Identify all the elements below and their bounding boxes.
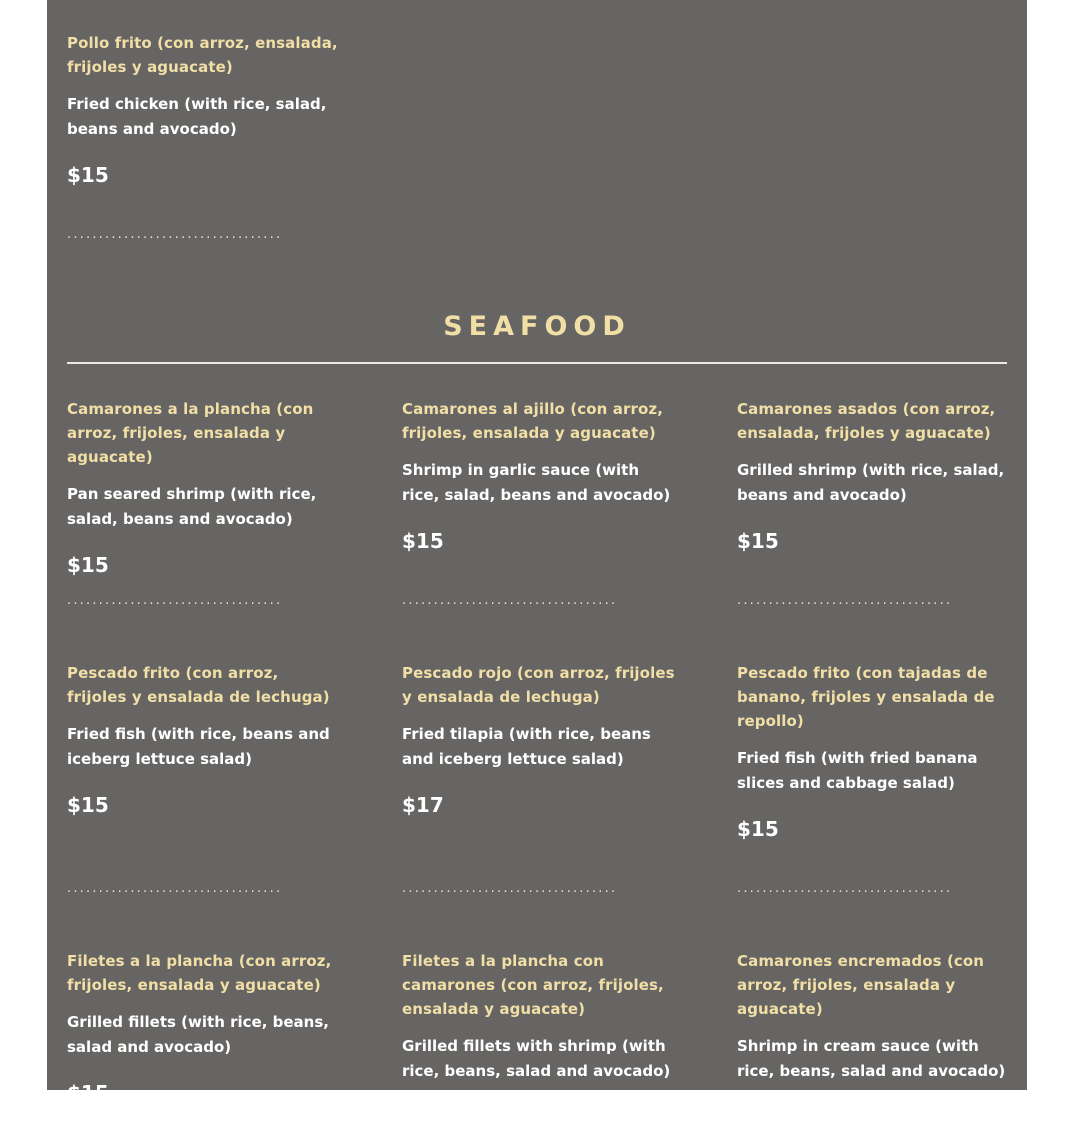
item-price: $15 — [402, 529, 444, 553]
menu-item — [402, 661, 677, 818]
item-spanish-name: Pollo frito (con arroz, ensalada, frijoles y aguacate) — [67, 34, 338, 76]
dotted-divider: .................................. — [67, 882, 283, 896]
item-price: $15 — [67, 553, 109, 577]
menu-item — [737, 949, 1012, 1130]
dotted-divider: .................................. — [67, 228, 283, 242]
item-price: $15 — [67, 793, 109, 817]
item-spanish-name: Filetes a la plancha (con arroz, frijoles, ensalada y aguacate) — [67, 952, 332, 994]
item-spanish-name: Filetes a la plancha con camarones (con arroz, frijoles, ensalada y aguacate) — [402, 952, 664, 1018]
item-price: $17 — [402, 793, 444, 817]
dotted-divider: .................................. — [737, 594, 953, 608]
item-price: $15 — [67, 163, 109, 187]
item-price: $15 — [737, 817, 779, 841]
item-english-name: Grilled shrimp (with rice, salad, beans and avocado) — [737, 461, 1005, 504]
menu-item-pollo-frito — [67, 31, 342, 188]
item-spanish-name: Pescado rojo (con arroz, frijoles y ensalada de lechuga) — [402, 664, 675, 706]
dotted-divider: .................................. — [402, 594, 618, 608]
menu-panel — [47, 0, 1027, 1129]
item-spanish-name: Camarones encremados (con arroz, frijoles, ensalada y aguacate) — [737, 952, 985, 1018]
menu-item — [737, 661, 1012, 842]
item-spanish-name: Camarones asados (con arroz, ensalada, frijoles y aguacate) — [737, 400, 996, 442]
menu-item — [67, 661, 342, 818]
dotted-divider: .................................. — [402, 882, 618, 896]
item-price: $15 — [737, 529, 779, 553]
menu-item — [67, 397, 342, 578]
item-price: $15 — [737, 1105, 779, 1129]
item-price: $15 — [67, 1081, 109, 1105]
item-english-name: Fried tilapia (with rice, beans and iceberg lettuce salad) — [402, 725, 651, 768]
item-english-name: Grilled fillets (with rice, beans, salad and avocado) — [67, 1013, 329, 1056]
menu-item — [402, 949, 677, 1104]
item-english-name: Grilled fillets with shrimp (with rice, beans, salad and avocado) — [402, 1037, 671, 1080]
item-english-name: Fried fish (with rice, beans and iceberg lettuce salad) — [67, 725, 330, 768]
dotted-divider: .................................. — [67, 594, 283, 608]
menu-item — [67, 949, 342, 1106]
item-english-name: Shrimp in garlic sauce (with rice, salad, beans and avocado) — [402, 461, 671, 504]
item-spanish-name: Pescado frito (con arroz, frijoles y ensalada de lechuga) — [67, 664, 330, 706]
menu-item — [737, 397, 1012, 554]
menu-item — [402, 397, 677, 554]
item-english-name: Pan seared shrimp (with rice, salad, beans and avocado) — [67, 485, 317, 528]
item-spanish-name: Camarones al ajillo (con arroz, frijoles, ensalada y aguacate) — [402, 400, 663, 442]
item-english-name: Fried fish (with fried banana slices and cabbage salad) — [737, 749, 978, 792]
item-spanish-name: Camarones a la plancha (con arroz, frijoles, ensalada y aguacate) — [67, 400, 314, 466]
item-spanish-name: Pescado frito (con tajadas de banano, frijoles y ensalada de repollo) — [737, 664, 995, 730]
item-english-name: Fried chicken (with rice, salad, beans and avocado) — [67, 95, 327, 138]
dotted-divider: .................................. — [737, 882, 953, 896]
section-rule — [67, 362, 1007, 364]
item-english-name: Shrimp in cream sauce (with rice, beans, salad and avocado) — [737, 1037, 1006, 1080]
section-title: SEAFOOD — [443, 311, 631, 342]
